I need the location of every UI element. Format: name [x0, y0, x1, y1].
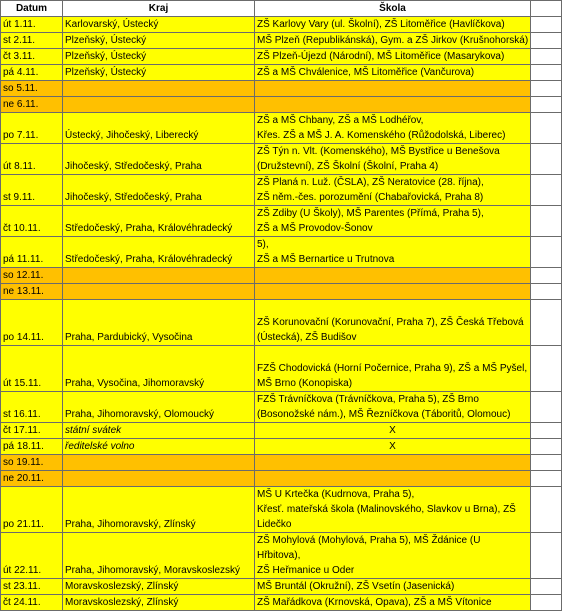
- cell-skola: [255, 175, 531, 206]
- table-row: [1, 487, 562, 533]
- cell-datum: ne 20.11.: [1, 471, 63, 487]
- cell-skola: [255, 487, 531, 533]
- cell-datum: čt 3.11.: [1, 49, 63, 65]
- cell-skola-line: (Bosonožské nám.), MŠ Řezníčkova (Táboritů, Olomouc): [257, 409, 511, 420]
- cell-empty: [531, 284, 562, 300]
- cell-kraj: Karlovarský, Ústecký: [63, 17, 255, 33]
- cell-skola: [255, 423, 531, 439]
- cell-empty: [531, 268, 562, 284]
- cell-datum: so 5.11.: [1, 81, 63, 97]
- table-row: [1, 595, 562, 611]
- cell-kraj: Plzeňský, Ústecký: [63, 65, 255, 81]
- cell-skola-line: [257, 97, 528, 112]
- cell-empty: [531, 33, 562, 49]
- cell-skola-line: [257, 284, 528, 299]
- cell-datum: st 23.11.: [1, 579, 63, 595]
- table-row: [1, 49, 562, 65]
- header-kraj: Kraj: [63, 1, 255, 17]
- cell-empty: [531, 346, 562, 392]
- table-row: [1, 284, 562, 300]
- cell-skola: [255, 579, 531, 595]
- cell-datum: čt 17.11.: [1, 423, 63, 439]
- cell-skola-line: ZŠ Plzeň-Újezd (Národní), MŠ Litoměřice (Masarykova): [257, 51, 505, 62]
- cell-skola-line: ZŠ a MŠ Chválenice, MŠ Litoměřice (Vančurova): [257, 67, 475, 78]
- cell-datum: st 9.11.: [1, 175, 63, 206]
- table-row: [1, 33, 562, 49]
- cell-skola: [255, 81, 531, 97]
- cell-kraj: Praha, Jihomoravský, Zlínský: [63, 487, 255, 533]
- cell-kraj: [63, 81, 255, 97]
- cell-skola: [255, 33, 531, 49]
- table-row: [1, 65, 562, 81]
- cell-kraj: Moravskoslezský, Zlínský: [63, 579, 255, 595]
- cell-skola-line: [257, 81, 528, 96]
- cell-datum: po 21.11.: [1, 487, 63, 533]
- table-row: [1, 455, 562, 471]
- cell-empty: [531, 144, 562, 175]
- cell-kraj: [63, 471, 255, 487]
- cell-kraj: [63, 284, 255, 300]
- cell-empty: [531, 206, 562, 237]
- cell-datum: st 2.11.: [1, 33, 63, 49]
- cell-skola: [255, 65, 531, 81]
- cell-datum: ne 6.11.: [1, 97, 63, 113]
- cell-datum: st 16.11.: [1, 392, 63, 423]
- cell-skola-line: ZŠ něm.-čes. porozumění (Chabařovická, Praha 8): [257, 192, 484, 203]
- table-row: [1, 17, 562, 33]
- table-row: [1, 392, 562, 423]
- cell-empty: [531, 392, 562, 423]
- cell-skola-line: [257, 300, 528, 315]
- cell-kraj: státní svátek: [63, 423, 255, 439]
- cell-skola: [255, 206, 531, 237]
- table-row: [1, 346, 562, 392]
- cell-skola-line: ZŠ Korunovační (Korunovační, Praha 7), ZŠ Česká Třebová: [257, 317, 524, 328]
- cell-skola-line: ZŠ Týn n. Vlt. (Komenského), MŠ Bystřice u Benešova: [257, 146, 500, 157]
- cell-empty: [531, 439, 562, 455]
- cell-empty: [531, 595, 562, 611]
- cell-empty: [531, 423, 562, 439]
- cell-kraj: Praha, Vysočina, Jihomoravský: [63, 346, 255, 392]
- cell-empty: [531, 237, 562, 268]
- cell-skola: [255, 595, 531, 611]
- cell-kraj: [63, 97, 255, 113]
- cell-kraj: Praha, Jihomoravský, Moravskoslezský: [63, 533, 255, 579]
- cell-kraj: Plzeňský, Ústecký: [63, 49, 255, 65]
- cell-skola-line: [257, 268, 528, 283]
- cell-kraj: Jihočeský, Středočeský, Praha: [63, 144, 255, 175]
- cell-kraj: Jihočeský, Středočeský, Praha: [63, 175, 255, 206]
- table-row: [1, 439, 562, 455]
- cell-datum: út 15.11.: [1, 346, 63, 392]
- cell-skola-line: ZŠ Mařádkova (Krnovská, Opava), ZŠ a MŠ Vítonice: [257, 597, 492, 608]
- cell-skola: [255, 533, 531, 579]
- cell-kraj: Praha, Pardubický, Vysočina: [63, 300, 255, 346]
- cell-empty: [531, 49, 562, 65]
- table-row: [1, 268, 562, 284]
- header-row: [1, 1, 562, 17]
- cell-skola: [255, 97, 531, 113]
- cell-empty: [531, 471, 562, 487]
- cell-datum: čt 24.11.: [1, 595, 63, 611]
- cell-empty: [531, 65, 562, 81]
- cell-datum: út 22.11.: [1, 533, 63, 579]
- header-datum: Datum: [1, 1, 63, 17]
- header-empty: [531, 1, 562, 17]
- cell-skola: [255, 237, 531, 268]
- cell-skola-line: Lidečko: [257, 519, 292, 530]
- cell-skola-line: [257, 346, 528, 361]
- table-row: [1, 471, 562, 487]
- cell-datum: so 19.11.: [1, 455, 63, 471]
- cell-empty: [531, 533, 562, 579]
- cell-kraj: Moravskoslezský, Zlínský: [63, 595, 255, 611]
- cell-skola-line: [257, 455, 528, 470]
- cell-skola-line: Hřbitova),: [257, 550, 301, 561]
- cell-empty: [531, 455, 562, 471]
- cell-skola: [255, 17, 531, 33]
- cell-kraj: Praha, Jihomoravský, Olomoucký: [63, 392, 255, 423]
- cell-datum: út 1.11.: [1, 17, 63, 33]
- cell-skola-line: Křesť. mateřská škola (Malinovského, Slavkov u Brna), ZŠ: [257, 504, 516, 515]
- cell-skola-line: (Družstevní), ZŠ Školní (Školní, Praha 4): [257, 161, 439, 172]
- cell-skola-line: Křes. ZŠ a MŠ J. A. Komenského (Růžodolská, Liberec): [257, 130, 506, 141]
- cell-skola: [255, 268, 531, 284]
- cell-empty: [531, 175, 562, 206]
- cell-skola-line: FZŠ Trávníčkova (Trávníčkova, Praha 5), ZŠ Brno: [257, 394, 479, 405]
- cell-datum: čt 10.11.: [1, 206, 63, 237]
- cell-empty: [531, 81, 562, 97]
- cell-kraj: Ústecký, Jihočeský, Liberecký: [63, 113, 255, 144]
- cell-skola: [255, 455, 531, 471]
- table-row: [1, 300, 562, 346]
- cell-kraj: Plzeňský, Ústecký: [63, 33, 255, 49]
- table-row: [1, 533, 562, 579]
- cell-skola-line: [257, 471, 528, 486]
- cell-skola-line: ZŠ a MŠ Chbany, ZŠ a MŠ Lodhéřov,: [257, 115, 424, 126]
- cell-datum: út 8.11.: [1, 144, 63, 175]
- cell-empty: [531, 579, 562, 595]
- cell-skola: [255, 439, 531, 455]
- cell-skola: [255, 284, 531, 300]
- table-row: [1, 81, 562, 97]
- cell-datum: so 12.11.: [1, 268, 63, 284]
- cell-empty: [531, 113, 562, 144]
- cell-empty: [531, 97, 562, 113]
- cell-skola-line: ZŠ Planá n. Luž. (ČSLA), ZŠ Neratovice (28. října),: [257, 177, 484, 188]
- cell-skola-line: MŠ Plzeň (Republikánská), Gym. a ZŠ Jirkov (Krušnohorská): [257, 35, 529, 46]
- cell-empty: [531, 487, 562, 533]
- cell-skola-line: (Ústecká), ZŠ Budišov: [257, 332, 357, 343]
- cell-skola: [255, 144, 531, 175]
- cell-skola-line: MŠ Bruntál (Okružní), ZŠ Vsetín (Jasenická): [257, 581, 455, 592]
- table-row: [1, 423, 562, 439]
- cell-skola-line: ZŠ Mohylová (Mohylová, Praha 5), MŠ Ždánice (U: [257, 535, 481, 546]
- cell-empty: [531, 17, 562, 33]
- cell-skola-line: MŠ Brno (Konopiska): [257, 378, 353, 389]
- cell-datum: pá 11.11.: [1, 237, 63, 268]
- cell-kraj: ředitelské volno: [63, 439, 255, 455]
- table-row: [1, 97, 562, 113]
- cell-kraj: [63, 268, 255, 284]
- cell-datum: pá 18.11.: [1, 439, 63, 455]
- cell-skola: [255, 471, 531, 487]
- cell-skola: [255, 300, 531, 346]
- cell-skola-line: MŠ U Krtečka (Kudrnova, Praha 5),: [257, 489, 415, 500]
- cell-skola-line: ZŠ Zdiby (U Školy), MŠ Parentes (Přímá, Praha 5),: [257, 208, 484, 219]
- table-row: [1, 237, 562, 268]
- header-skola: Škola: [255, 1, 531, 17]
- cell-skola-line: ZŠ a MŠ Provodov-Šonov: [257, 223, 373, 234]
- table-row: [1, 175, 562, 206]
- cell-skola: [255, 49, 531, 65]
- table-row: [1, 113, 562, 144]
- cell-datum: po 7.11.: [1, 113, 63, 144]
- table-body: [1, 17, 562, 611]
- cell-skola: [255, 392, 531, 423]
- cell-skola-line: ZŠ Karlovy Vary (ul. Školní), ZŠ Litoměřice (Havlíčkova): [257, 19, 505, 30]
- cell-datum: po 14.11.: [1, 300, 63, 346]
- cell-skola-line: ZŠ a MŠ Bernartice u Trutnova: [257, 254, 395, 265]
- cell-skola-line: X: [389, 425, 396, 436]
- cell-skola-line: FZŠ Chodovická (Horní Počernice, Praha 9), ZŠ a MŠ Pyšel,: [257, 363, 528, 374]
- cell-skola-line: ZŠ Heřmanice u Oder: [257, 565, 355, 576]
- table-row: [1, 579, 562, 595]
- cell-skola: [255, 346, 531, 392]
- cell-datum: pá 4.11.: [1, 65, 63, 81]
- cell-skola: [255, 113, 531, 144]
- cell-kraj: [63, 455, 255, 471]
- cell-skola-line: 5),: [257, 239, 269, 250]
- cell-empty: [531, 300, 562, 346]
- cell-kraj: Středočeský, Praha, Královéhradecký: [63, 206, 255, 237]
- cell-skola-line: X: [389, 441, 396, 452]
- table-row: [1, 206, 562, 237]
- cell-kraj: Středočeský, Praha, Královéhradecký: [63, 237, 255, 268]
- table-row: [1, 144, 562, 175]
- cell-datum: ne 13.11.: [1, 284, 63, 300]
